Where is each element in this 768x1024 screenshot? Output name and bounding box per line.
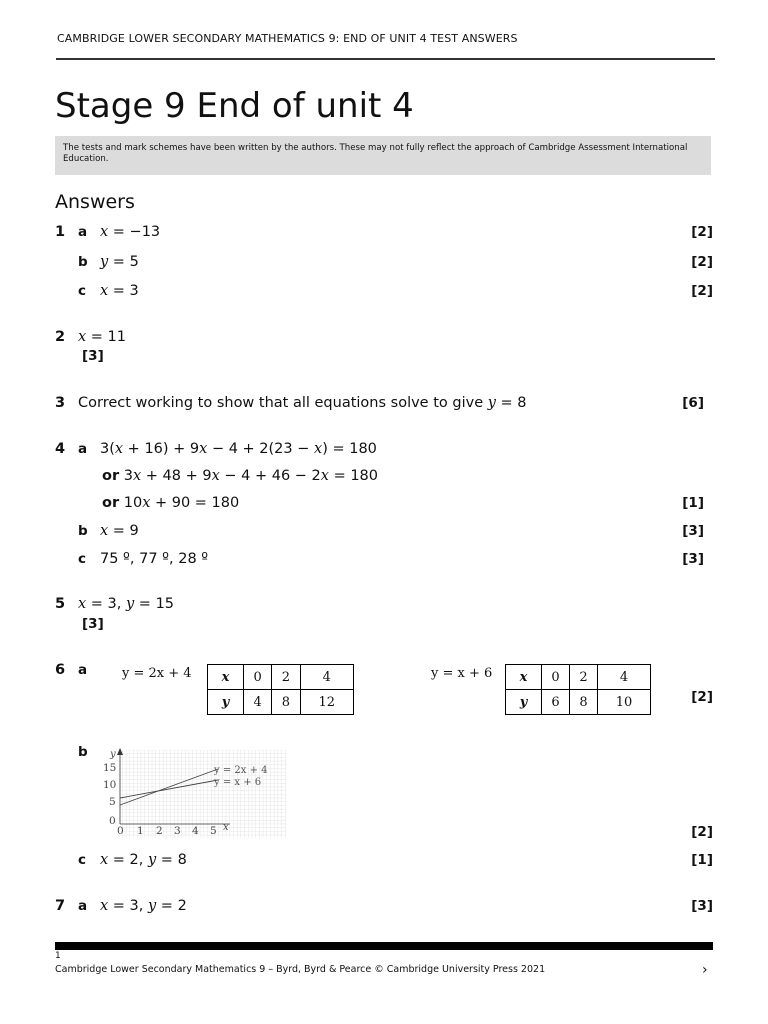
mark: [3] [82,348,104,364]
equation-label: y = 2x + 4 [122,666,192,681]
table-header-y: y [208,690,244,715]
answer-text: x = 2, y = 8 [100,852,187,868]
footer-rule [55,942,713,950]
part-label: a [78,662,88,678]
disclaimer-note: The tests and mark schemes have been written by the authors. These may not fully reflect the approach of Cambridge Assessment International Education. [55,136,711,175]
mark: [6] [682,395,704,411]
page-number: 1 [55,951,61,961]
answer-text: or 10x + 90 = 180 [102,495,240,511]
table-header-y: y [506,690,542,715]
question-number: 4 [55,441,66,457]
y-axis-label: y [110,749,116,760]
question-number: 5 [55,596,66,612]
x-tick-1: 1 [137,825,144,837]
answers-heading: Answers [55,191,135,213]
table-cell: 4 [598,665,651,690]
table-cell: 2 [570,665,598,690]
answer-text: or 3x + 48 + 9x − 4 + 46 − 2x = 180 [102,468,379,484]
graph-grid [120,750,286,838]
answer-text: y = 5 [100,254,139,270]
part-label: b [78,254,88,270]
x-tick-5: 5 [210,825,217,837]
answer-text: 75 º, 77 º, 28 º [100,551,209,567]
question-number: 6 [55,662,66,678]
table-cell: 8 [570,690,598,715]
page-title: Stage 9 End of unit 4 [55,86,414,126]
table-header-x: x [506,665,542,690]
mark: [2] [691,824,713,840]
table-header-x: x [208,665,244,690]
mark: [2] [691,224,713,240]
part-label: a [78,224,88,240]
mark: [3] [82,616,104,632]
question-number: 3 [55,395,66,411]
part-label: c [78,551,87,567]
answer-text: Correct working to show that all equations solve to give y = 8 [78,395,527,411]
question-number: 7 [55,898,66,914]
answer-text: x = 3, y = 15 [78,596,175,612]
mark: [3] [682,523,704,539]
table-cell: 0 [542,665,570,690]
question-number: 2 [55,329,66,345]
x-tick-4: 4 [192,825,199,837]
line-label-1: y = 2x + 4 [214,765,268,776]
chevron-right-icon: › [702,962,708,978]
y-tick-0: 0 [109,815,116,827]
answer-text: x = 3 [100,283,139,299]
header-rule [56,58,715,60]
answer-text: x = 11 [78,329,127,345]
y-tick-15: 15 [103,762,117,774]
answer-text: x = −13 [100,224,161,240]
part-label: a [78,441,88,457]
x-tick-3: 3 [174,825,181,837]
table-cell: 12 [300,690,353,715]
part-label: a [78,898,88,914]
mark: [1] [691,852,713,868]
mark: [3] [682,551,704,567]
answer-text: 3(x + 16) + 9x − 4 + 2(23 − x) = 180 [100,441,377,457]
table-cell: 4 [300,665,353,690]
table-cell: 2 [272,665,300,690]
x-tick-2: 2 [156,825,163,837]
value-table-2 [505,664,651,715]
answer-text: x = 9 [100,523,139,539]
running-header: CAMBRIDGE LOWER SECONDARY MATHEMATICS 9: END OF UNIT 4 TEST ANSWERS [57,32,518,45]
mark: [1] [682,495,704,511]
line-label-2: y = x + 6 [214,777,262,788]
mark: [2] [691,254,713,270]
table-cell: 6 [542,690,570,715]
table-cell: 0 [244,665,272,690]
mark: [3] [691,898,713,914]
equation-label: y = x + 6 [431,666,493,681]
table-cell: 8 [272,690,300,715]
answer-text: x = 3, y = 2 [100,898,187,914]
mark: [2] [691,689,713,705]
value-table-1 [207,664,354,715]
footer-text: Cambridge Lower Secondary Mathematics 9 – Byrd, Byrd & Pearce © Cambridge University Press 2021 [55,964,546,975]
x-tick-0: 0 [117,825,124,837]
line-graph [100,746,288,840]
table-cell: 4 [244,690,272,715]
question-number: 1 [55,224,66,240]
part-label: c [78,283,87,299]
part-label: b [78,744,88,760]
table-cell: 10 [598,690,651,715]
mark: [2] [691,283,713,299]
part-label: b [78,523,88,539]
y-tick-10: 10 [103,779,117,791]
part-label: c [78,852,87,868]
y-tick-5: 5 [109,796,116,808]
x-axis-label: x [223,822,229,833]
